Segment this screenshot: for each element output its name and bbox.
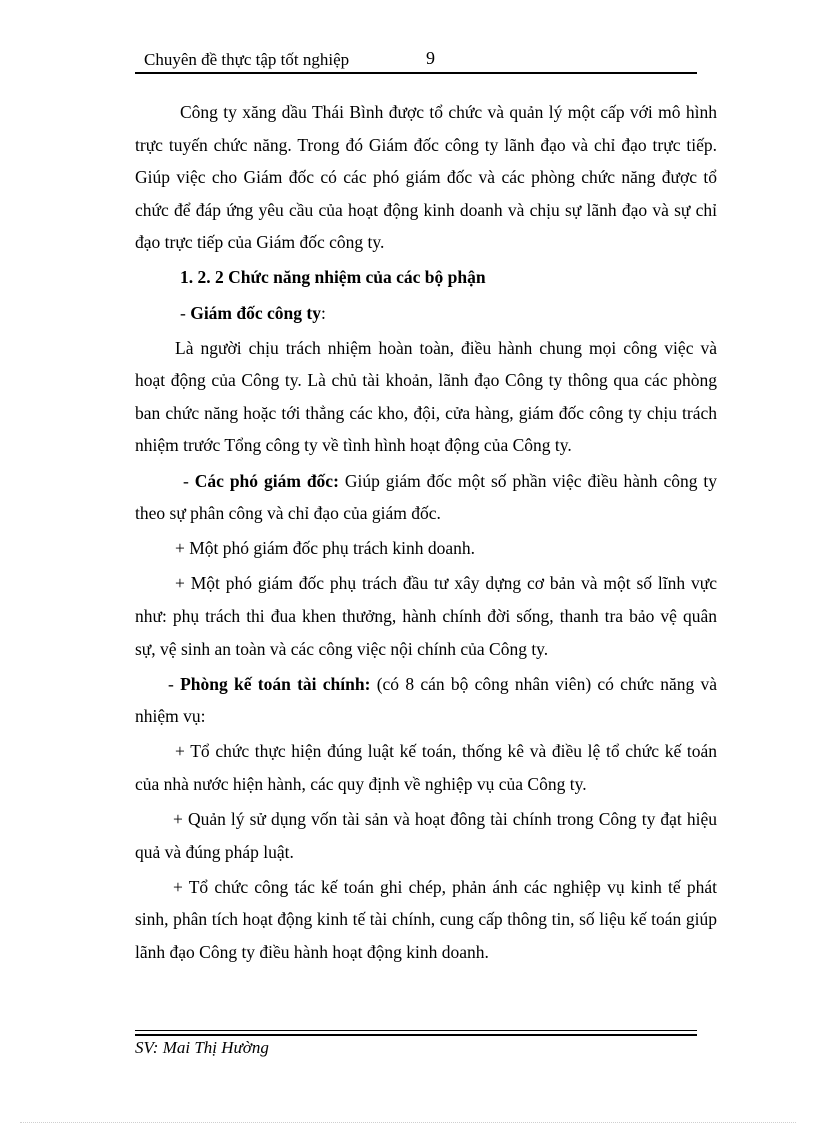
header-title: Chuyên đề thực tập tốt nghiệp [144,50,350,69]
paragraph-accounting [135,668,717,733]
paragraph-intro: Công ty xăng dầu Thái Bình được tổ chức và quản lý một cấp với mô hình trực tuyến chức năng. Trong đó Giám đốc công ty lãnh đạo và chỉ đạo trực tiếp. Giúp việc cho Giám đốc có các phó giám đốc và các phòng chức năng được tổ chức để đáp ứng yêu cầu của hoạt động kinh doanh và chịu sự lãnh đạo và sự chỉ đạo trực tiếp của Giám đốc công ty. [135,102,717,253]
deputy-prefix: - [183,470,195,491]
paragraph-director-text: Là người chịu trách nhiệm hoàn toàn, điều hành chung mọi công việc và hoạt động của Công ty. Là chủ tài khoản, lãnh đạo Công ty thông qua các phòng ban chức năng hoặc tới thẳng các kho, đội, cửa hàng, giám đốc công ty chịu trách nhiệm trước Tổng công ty về tình hình hoạt động của Công ty. [135,337,717,456]
director-suffix: : [320,302,326,323]
list-item-accounting-2: + Quản lý sử dụng vốn tài sản và hoạt đông tài chính trong Công ty đạt hiệu quả và đúng pháp luật. [135,808,717,862]
accounting-prefix: - [168,673,181,694]
document-body [135,96,717,971]
list-item-accounting-1: + Tổ chức thực hiện đúng luật kế toán, thống kê và điều lệ tổ chức kế toán của nhà nước hiện hành, các quy định về nghiệp vụ của Công ty. [135,741,717,794]
accounting-text: (có 8 cán bộ công nhân viên) có chức năng và nhiệm vụ: [135,673,718,727]
paragraph-director-heading [135,297,717,330]
list-item-accounting-3: + Tổ chức công tác kế toán ghi chép, phản ánh các nghiệp vụ kinh tế phát sinh, phân tích hoạt động kinh tế tài chính, cung cấp thông tin, số liệu kế toán giúp lãnh đạo Công ty điều hành hoạt động kinh doanh. [135,876,717,962]
footer-author: SV: Mai Thị Hường [135,1038,269,1057]
deputy-text: Giúp giám đốc một số phần việc điều hành công ty theo sự phân công và chỉ đạo của giám đốc. [135,470,718,524]
page-number: 9 [426,48,435,68]
list-item-deputy-1: + Một phó giám đốc phụ trách kinh doanh. [175,538,476,559]
footer-divider-bottom [135,1034,697,1036]
list-item-deputy-2: + Một phó giám đốc phụ trách đầu tư xây dựng cơ bản và một số lĩnh vực như: phụ trách thi đua khen thưởng, hành chính đời sống, thanh tra bảo vệ quân sự, vệ sinh an toàn và các công việc nội chính của Công ty. [135,573,717,659]
deputy-label: Các phó giám đốc: [194,470,339,491]
section-heading: 1. 2. 2 Chức năng nhiệm của các bộ phận [180,267,486,288]
director-prefix: - [180,302,191,323]
footer-divider-top [135,1030,697,1031]
paragraph-deputy-directors [135,465,717,530]
director-label: Giám đốc công ty [190,302,321,323]
page-header [135,48,697,74]
accounting-label: Phòng kế toán tài chính: [180,673,371,694]
